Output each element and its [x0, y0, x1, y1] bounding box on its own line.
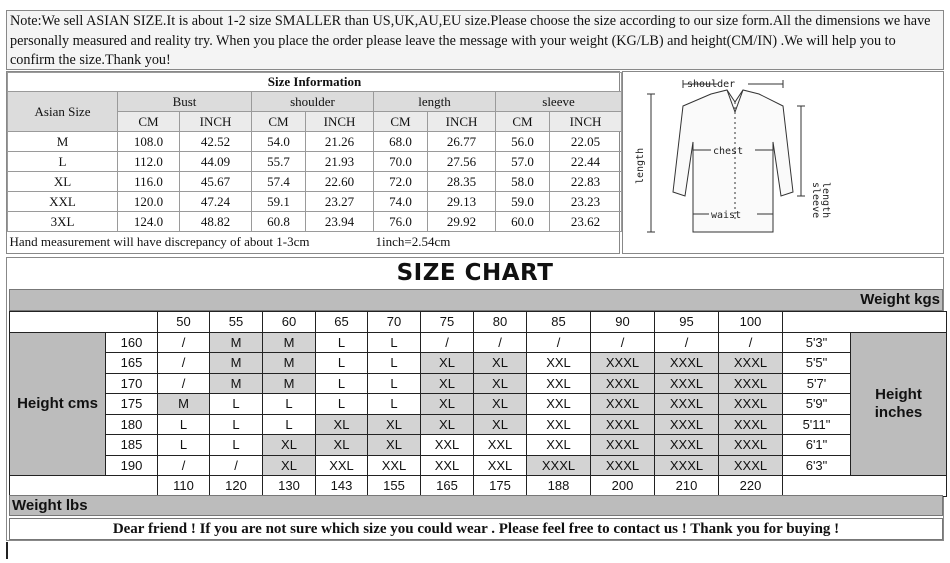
measurement-cell: 76.0: [374, 212, 428, 232]
size-cell: /: [474, 332, 527, 353]
measurement-cell: 21.93: [306, 152, 374, 172]
height-cm-value: 170: [106, 373, 158, 394]
size-cell: M: [210, 353, 263, 374]
size-info-title: Size Information: [8, 73, 622, 92]
measurement-cell: 60.8: [252, 212, 306, 232]
kg-value: 50: [158, 312, 210, 333]
size-row: [8, 212, 622, 232]
weight-lbs-label: Weight lbs: [9, 495, 943, 516]
size-cell: XXL: [316, 455, 368, 476]
size-cell: L: [158, 414, 210, 435]
size-cell: XXL: [527, 373, 591, 394]
measurement-cell: 108.0: [118, 132, 180, 152]
size-cell: XXXL: [591, 455, 655, 476]
size-cell: L: [368, 332, 421, 353]
size-cell: L: [316, 353, 368, 374]
measurement-cell: 58.0: [496, 172, 550, 192]
kg-value: 60: [263, 312, 316, 333]
size-cell: XXXL: [591, 353, 655, 374]
height-inch-value: 5'11": [783, 414, 851, 435]
size-cell: XXXL: [655, 414, 719, 435]
lb-value: 110: [158, 476, 210, 497]
height-cm-value: 160: [106, 332, 158, 353]
size-cell: M: [210, 332, 263, 353]
size-cell: XXXL: [655, 353, 719, 374]
size-cell: /: [158, 353, 210, 374]
size-row: [8, 192, 622, 212]
height-cm-value: 175: [106, 394, 158, 415]
sleeve-length-label: length: [820, 182, 831, 219]
measurement-cell: 47.24: [180, 192, 252, 212]
lb-value: 210: [655, 476, 719, 497]
height-cms-label: Height cms: [10, 332, 106, 476]
kg-value: 70: [368, 312, 421, 333]
size-chart-panel: [6, 257, 944, 541]
size-cell: XXXL: [719, 373, 783, 394]
size-cell: XL: [263, 455, 316, 476]
measurement-cell: 23.23: [550, 192, 622, 212]
shoulder-header: shoulder: [252, 92, 374, 112]
height-cm-value: 180: [106, 414, 158, 435]
size-cell: L: [368, 394, 421, 415]
size-cell: XL: [474, 373, 527, 394]
text-cursor: [6, 542, 8, 559]
size-cell: XL: [474, 414, 527, 435]
sleeve-label: sleeve: [810, 182, 821, 219]
size-cell: M: [263, 332, 316, 353]
waist-label: waist: [711, 210, 742, 221]
measurement-cell: 116.0: [118, 172, 180, 192]
size-label: 3XL: [8, 212, 118, 232]
size-cell: L: [368, 353, 421, 374]
unit-header: INCH: [428, 112, 496, 132]
height-row: [10, 373, 947, 394]
lb-value: 130: [263, 476, 316, 497]
lbs-row: [10, 476, 947, 497]
measurement-cell: 120.0: [118, 192, 180, 212]
size-cell: M: [158, 394, 210, 415]
measurement-cell: 57.0: [496, 152, 550, 172]
size-cell: XL: [421, 373, 474, 394]
lb-value: 155: [368, 476, 421, 497]
height-row: [10, 353, 947, 374]
height-row: [10, 435, 947, 456]
asian-size-header: Asian Size: [8, 92, 118, 132]
measurement-cell: 68.0: [374, 132, 428, 152]
kg-value: 100: [719, 312, 783, 333]
size-cell: L: [210, 435, 263, 456]
length-header: length: [374, 92, 496, 112]
measurement-cell: 59.0: [496, 192, 550, 212]
kg-value: 65: [316, 312, 368, 333]
size-cell: /: [421, 332, 474, 353]
kg-value: 90: [591, 312, 655, 333]
garment-measurement-diagram: [622, 71, 944, 254]
corner-cell: [783, 312, 947, 333]
size-chart-grid: [9, 311, 947, 497]
size-cell: /: [655, 332, 719, 353]
size-chart-title: SIZE CHART: [396, 260, 554, 286]
size-label: XXL: [8, 192, 118, 212]
size-cell: /: [158, 373, 210, 394]
size-row: [8, 172, 622, 192]
measurement-cell: 57.4: [252, 172, 306, 192]
size-information-table: [6, 71, 620, 254]
unit-header: CM: [252, 112, 306, 132]
size-label: M: [8, 132, 118, 152]
kg-value: 55: [210, 312, 263, 333]
measurement-cell: 55.7: [252, 152, 306, 172]
kg-value: 80: [474, 312, 527, 333]
height-row: [10, 332, 947, 353]
size-cell: XXXL: [591, 373, 655, 394]
size-cell: XXL: [368, 455, 421, 476]
height-inch-value: 6'3": [783, 455, 851, 476]
measurement-cell: 42.52: [180, 132, 252, 152]
size-note: Note:We sell ASIAN SIZE.It is about 1-2 size SMALLER than US,UK,AU,EU size.Please choose the size according to our size form.All the dimensions we have personally measured and reality try. When you place the order please leave the message with your weight (KG/LB) and height(CM/IN) .We will help you to confirm the size.Thank you!: [6, 10, 944, 70]
size-cell: XXL: [527, 353, 591, 374]
lb-value: 175: [474, 476, 527, 497]
size-cell: XXXL: [655, 373, 719, 394]
size-cell: XL: [316, 435, 368, 456]
height-cm-value: 185: [106, 435, 158, 456]
size-row: [8, 152, 622, 172]
kg-value: 85: [527, 312, 591, 333]
corner-cell: [10, 476, 158, 497]
measurement-cell: 22.05: [550, 132, 622, 152]
size-cell: XXXL: [719, 435, 783, 456]
height-inch-value: 5'3": [783, 332, 851, 353]
size-cell: L: [158, 435, 210, 456]
size-cell: XXXL: [591, 414, 655, 435]
size-cell: XL: [421, 353, 474, 374]
measurement-cell: 54.0: [252, 132, 306, 152]
discrepancy-note: Hand measurement will have discrepancy of about 1-3cm: [9, 234, 310, 250]
unit-header: INCH: [306, 112, 374, 132]
size-cell: /: [527, 332, 591, 353]
measurement-cell: 28.35: [428, 172, 496, 192]
size-cell: XL: [474, 394, 527, 415]
measurement-cell: 22.44: [550, 152, 622, 172]
height-cm-value: 190: [106, 455, 158, 476]
measurement-cell: 29.92: [428, 212, 496, 232]
size-cell: XXL: [474, 435, 527, 456]
size-cell: XXL: [474, 455, 527, 476]
size-cell: XXL: [527, 435, 591, 456]
corner-cell: [10, 312, 158, 333]
measurement-cell: 124.0: [118, 212, 180, 232]
size-cell: L: [316, 373, 368, 394]
size-cell: L: [263, 414, 316, 435]
kg-value: 95: [655, 312, 719, 333]
lb-value: 143: [316, 476, 368, 497]
length-label: length: [635, 147, 646, 184]
size-label: L: [8, 152, 118, 172]
measurement-cell: 70.0: [374, 152, 428, 172]
height-inch-value: 5'7': [783, 373, 851, 394]
size-cell: /: [591, 332, 655, 353]
contact-message: Dear friend ! If you are not sure which size you could wear . Please feel free to contact us ! Thank you for buying !: [9, 518, 943, 540]
size-cell: XXXL: [591, 394, 655, 415]
measurement-cell: 74.0: [374, 192, 428, 212]
measurement-cell: 23.94: [306, 212, 374, 232]
size-cell: XL: [316, 414, 368, 435]
lb-value: 220: [719, 476, 783, 497]
measurement-cell: 23.27: [306, 192, 374, 212]
lb-value: 188: [527, 476, 591, 497]
lb-value: 200: [591, 476, 655, 497]
size-cell: XXXL: [655, 435, 719, 456]
size-label: XL: [8, 172, 118, 192]
size-cell: XL: [421, 414, 474, 435]
size-cell: XXXL: [591, 435, 655, 456]
measurement-cell: 72.0: [374, 172, 428, 192]
size-cell: L: [316, 332, 368, 353]
height-inch-value: 6'1": [783, 435, 851, 456]
measurement-cell: 48.82: [180, 212, 252, 232]
size-cell: XXL: [421, 435, 474, 456]
height-inches-label: Height inches: [851, 332, 947, 476]
height-row: [10, 414, 947, 435]
size-cell: /: [158, 455, 210, 476]
size-row: [8, 132, 622, 152]
size-cell: M: [210, 373, 263, 394]
measurement-cell: 60.0: [496, 212, 550, 232]
size-cell: L: [263, 394, 316, 415]
measurement-cell: 112.0: [118, 152, 180, 172]
measurement-cell: 21.26: [306, 132, 374, 152]
corner-cell: [783, 476, 947, 497]
size-cell: L: [210, 394, 263, 415]
bust-header: Bust: [118, 92, 252, 112]
size-cell: M: [263, 373, 316, 394]
measurement-cell: 59.1: [252, 192, 306, 212]
inch-conversion-note: 1inch=2.54cm: [375, 234, 451, 250]
sleeve-header: sleeve: [496, 92, 622, 112]
size-cell: XXXL: [527, 455, 591, 476]
kgs-row: [10, 312, 947, 333]
size-cell: /: [719, 332, 783, 353]
size-cell: XXXL: [719, 353, 783, 374]
unit-header: CM: [374, 112, 428, 132]
weight-kgs-label: Weight kgs: [9, 289, 943, 311]
unit-header: INCH: [550, 112, 622, 132]
size-cell: L: [316, 394, 368, 415]
size-cell: XXL: [421, 455, 474, 476]
chest-label: chest: [713, 146, 744, 157]
height-row: [10, 394, 947, 415]
size-cell: L: [368, 373, 421, 394]
size-cell: XXL: [527, 394, 591, 415]
size-cell: XL: [263, 435, 316, 456]
shirt-diagram: [623, 72, 943, 253]
measurement-cell: 26.77: [428, 132, 496, 152]
size-cell: XL: [474, 353, 527, 374]
size-cell: XL: [368, 435, 421, 456]
size-cell: XXXL: [719, 394, 783, 415]
height-cm-value: 165: [106, 353, 158, 374]
size-cell: L: [210, 414, 263, 435]
size-cell: XL: [368, 414, 421, 435]
size-cell: XXL: [527, 414, 591, 435]
measurement-cell: 22.60: [306, 172, 374, 192]
unit-header: INCH: [180, 112, 252, 132]
size-cell: /: [158, 332, 210, 353]
unit-header: CM: [496, 112, 550, 132]
size-cell: M: [263, 353, 316, 374]
measurement-cell: 56.0: [496, 132, 550, 152]
lb-value: 165: [421, 476, 474, 497]
lb-value: 120: [210, 476, 263, 497]
size-cell: XXXL: [655, 394, 719, 415]
size-cell: XXXL: [719, 455, 783, 476]
measurement-cell: 23.62: [550, 212, 622, 232]
height-row: [10, 455, 947, 476]
kg-value: 75: [421, 312, 474, 333]
size-cell: /: [210, 455, 263, 476]
size-cell: XL: [421, 394, 474, 415]
size-cell: XXXL: [719, 414, 783, 435]
measurement-cell: 29.13: [428, 192, 496, 212]
height-inch-value: 5'5": [783, 353, 851, 374]
shoulder-label: shoulder: [687, 79, 736, 90]
size-cell: XXXL: [655, 455, 719, 476]
measurement-cell: 27.56: [428, 152, 496, 172]
measurement-cell: 45.67: [180, 172, 252, 192]
height-inch-value: 5'9": [783, 394, 851, 415]
measurement-cell: 22.83: [550, 172, 622, 192]
unit-header: CM: [118, 112, 180, 132]
measurement-cell: 44.09: [180, 152, 252, 172]
